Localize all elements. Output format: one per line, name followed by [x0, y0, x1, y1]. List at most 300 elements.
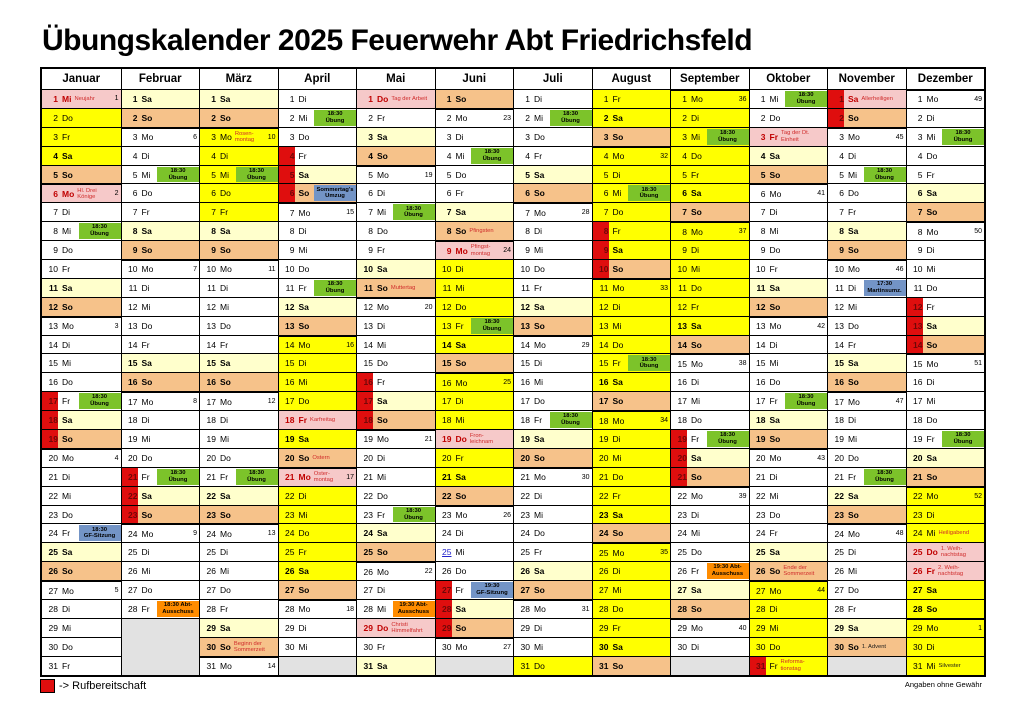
day-cell — [357, 523, 435, 542]
weekday-label: So — [926, 471, 938, 482]
weekday-label: Fr — [62, 263, 71, 274]
day-cell — [200, 165, 278, 184]
weekday-label: Mi — [769, 226, 779, 237]
weekday-label: Fr — [377, 377, 386, 388]
day-number: 12 — [913, 301, 923, 312]
day-cell — [122, 316, 200, 335]
day-number-link[interactable]: 25 — [442, 547, 452, 558]
weekday-label: Sa — [691, 320, 702, 331]
day-number: 5 — [368, 170, 373, 180]
day-cell — [671, 353, 749, 372]
day-number: 21 — [48, 471, 58, 482]
weekday-label: Sa — [141, 358, 152, 369]
day-cell — [122, 429, 200, 448]
day-cell — [436, 353, 514, 372]
weekday-label: So — [455, 490, 467, 501]
day-cell — [122, 448, 200, 467]
weekday-label: Mo — [769, 188, 782, 199]
day-number: 25 — [913, 547, 923, 558]
weekday-label: So — [298, 452, 310, 463]
legend — [40, 679, 146, 693]
weekday-label: Mo — [612, 547, 625, 558]
weekday-label: Mi — [926, 396, 936, 407]
day-number: 15 — [442, 358, 452, 369]
day-cell — [828, 278, 906, 297]
day-cell — [436, 335, 514, 354]
day-number: 4 — [368, 150, 373, 161]
day-number: 2 — [917, 112, 923, 123]
weekday-label: Do — [769, 641, 781, 652]
day-number: 21 — [285, 472, 295, 483]
weekday-label: Sa — [926, 585, 937, 596]
event-badge: 19:30 GF-Sitzung — [471, 582, 513, 598]
day-number: 29 — [756, 622, 766, 633]
day-number: 28 — [442, 603, 452, 614]
day-number: 19 — [520, 433, 530, 444]
day-number: 5 — [917, 169, 923, 180]
weekday-label: Di — [62, 471, 71, 482]
day-cell — [436, 561, 514, 580]
weekday-label: Sa — [220, 226, 231, 237]
day-cell — [828, 467, 906, 486]
day-number: 4 — [839, 150, 844, 161]
day-number: 11 — [364, 282, 373, 293]
day-cell — [907, 278, 985, 297]
day-number: 15 — [913, 358, 923, 369]
day-number: 26 — [520, 566, 530, 577]
weekday-label: So — [455, 93, 467, 104]
weekday-label: Mi — [455, 282, 465, 293]
day-number: 15 — [520, 358, 530, 369]
weekday-label: Mo — [848, 264, 860, 275]
weekday-label: Mi — [691, 528, 700, 539]
weekday-label: Fr — [455, 585, 464, 596]
weekday-label: Di — [62, 339, 71, 350]
day-number: 15 — [599, 358, 609, 369]
day-cell — [907, 259, 985, 278]
day-cell — [122, 202, 200, 221]
weekday-label: Sa — [691, 585, 702, 596]
weekday-label: Do — [769, 112, 781, 123]
weekday-label: So — [769, 169, 781, 180]
weekday-label: Di — [298, 358, 307, 369]
weekday-label: So — [691, 339, 702, 350]
weekday-label: Sa — [377, 131, 388, 142]
day-number: 19 — [834, 433, 844, 444]
weekday-label: Mo — [141, 396, 154, 407]
weekday-label: Fr — [534, 150, 543, 161]
weekday-label: Mi — [455, 415, 465, 426]
day-cell — [671, 297, 749, 316]
weekday-label: Sa — [612, 112, 623, 123]
day-cell — [357, 127, 435, 146]
day-cell — [593, 561, 671, 580]
footer — [40, 679, 982, 693]
day-cell — [357, 221, 435, 240]
weekday-label: Mi — [62, 358, 71, 369]
weekday-label: So — [848, 509, 859, 520]
day-cell — [671, 165, 749, 184]
day-number: 18 — [206, 415, 216, 426]
day-number: 12 — [363, 302, 373, 313]
day-number: 30 — [206, 641, 216, 652]
day-cell — [436, 316, 514, 335]
day-number: 24 — [520, 528, 530, 539]
day-number: 1 — [53, 93, 58, 104]
event-badge: Sommertag's Umzug — [314, 185, 356, 201]
weekday-label: Di — [926, 377, 935, 388]
weekday-label: Di — [62, 207, 71, 218]
week-number: 47 — [895, 398, 904, 406]
month-column-juli — [513, 69, 592, 675]
day-number: 12 — [206, 301, 216, 312]
day-cell — [828, 505, 906, 524]
day-cell — [514, 316, 592, 335]
weekday-label: So — [377, 282, 388, 293]
day-cell — [200, 618, 278, 637]
day-number: 4 — [760, 150, 766, 161]
day-number: 29 — [48, 622, 58, 633]
weekday-label: Fr — [534, 415, 543, 426]
weekday-label: Do — [62, 245, 73, 256]
day-cell — [357, 505, 435, 524]
weekday-label: Do — [141, 188, 153, 199]
uebung-badge: 18:30 Übung — [785, 91, 827, 107]
empty-cell — [122, 637, 200, 656]
day-cell — [593, 202, 671, 221]
day-number: 8 — [917, 226, 923, 237]
day-number: 8 — [368, 226, 373, 237]
weekday-label: Sa — [534, 301, 545, 312]
day-number: 20 — [48, 453, 58, 464]
weekday-label: Di — [141, 282, 150, 293]
weekday-label: So — [220, 509, 231, 520]
weekday-label: Do — [691, 282, 702, 293]
day-number: 20 — [520, 452, 530, 463]
weekday-label: Do — [534, 660, 545, 671]
day-cell — [671, 561, 749, 580]
day-number: 7 — [132, 207, 138, 218]
weekday-label: Di — [691, 377, 700, 388]
weekday-label: Mi — [612, 188, 622, 199]
weekday-label: Sa — [62, 547, 73, 558]
day-cell — [357, 372, 435, 391]
day-cell — [122, 561, 200, 580]
day-cell — [279, 599, 357, 618]
day-cell — [357, 410, 435, 429]
day-number: 16 — [128, 377, 138, 388]
day-number: 19 — [285, 433, 295, 444]
month-header-august: August — [593, 69, 671, 89]
weekday-label: Mi — [534, 112, 543, 123]
weekday-label: Fr — [62, 660, 71, 671]
day-cell — [907, 448, 985, 467]
day-cell — [671, 618, 749, 637]
day-number: 27 — [834, 585, 844, 596]
day-number: 14 — [677, 339, 687, 350]
weekday-label: Mi — [62, 226, 71, 237]
day-number: 26 — [48, 566, 58, 577]
day-cell — [200, 523, 278, 542]
day-cell — [593, 89, 671, 108]
day-cell — [750, 146, 828, 165]
weekday-label: Fr — [612, 358, 621, 369]
day-cell — [357, 429, 435, 448]
weekday-label: Sa — [534, 433, 545, 444]
day-number: 7 — [368, 207, 373, 218]
week-number: 18 — [346, 605, 354, 613]
week-number: 11 — [268, 265, 276, 273]
day-cell — [357, 165, 435, 184]
day-number: 8 — [289, 226, 295, 237]
day-number: 19 — [677, 433, 687, 444]
day-cell — [42, 146, 121, 165]
weekday-label: Di — [691, 509, 700, 520]
weekday-label: Di — [691, 641, 700, 652]
weekday-label: Do — [141, 452, 153, 463]
day-cell — [750, 240, 828, 259]
weekday-label: Mo — [377, 566, 389, 577]
day-cell — [907, 429, 985, 448]
day-number: 21 — [442, 471, 452, 482]
weekday-label: Mi — [848, 169, 857, 180]
day-cell — [671, 108, 749, 127]
day-cell — [436, 542, 514, 561]
weekday-label: Di — [926, 509, 935, 520]
weekday-label: Mo — [220, 132, 232, 143]
week-number: 9 — [193, 530, 197, 538]
day-cell — [593, 467, 671, 486]
day-cell — [200, 353, 278, 372]
holiday-label: Neujahr — [74, 95, 95, 102]
day-cell — [671, 278, 749, 297]
day-number: 19 — [599, 433, 609, 444]
month-column-april — [278, 69, 357, 675]
weekday-label: Fr — [926, 566, 935, 577]
day-number: 28 — [206, 603, 216, 614]
weekday-label: Di — [377, 452, 386, 463]
day-cell — [436, 146, 514, 165]
day-number: 18 — [677, 415, 687, 426]
day-cell — [593, 259, 671, 278]
day-cell — [200, 599, 278, 618]
weekday-label: Fr — [62, 131, 71, 142]
day-cell — [200, 259, 278, 278]
day-number: 31 — [599, 660, 609, 671]
day-cell — [357, 656, 435, 675]
weekday-label: Mo — [848, 396, 860, 407]
day-cell — [828, 221, 906, 240]
day-cell — [593, 448, 671, 467]
week-number: 24 — [503, 247, 511, 255]
week-number: 48 — [895, 530, 904, 538]
week-number: 10 — [267, 133, 276, 141]
day-cell — [279, 410, 357, 429]
day-cell — [122, 146, 200, 165]
weekday-label: So — [769, 301, 781, 312]
day-number: 26 — [834, 566, 844, 577]
day-number: 23 — [599, 509, 609, 520]
day-cell — [593, 146, 671, 165]
day-cell — [671, 505, 749, 524]
weekday-label: So — [377, 547, 388, 558]
day-number: 22 — [677, 491, 687, 502]
day-cell — [436, 202, 514, 221]
day-cell — [122, 467, 200, 486]
day-cell — [436, 429, 514, 448]
day-number: 14 — [363, 339, 373, 350]
day-number: 29 — [599, 622, 609, 633]
day-number: 2 — [603, 112, 609, 123]
day-number: 10 — [599, 263, 609, 274]
weekday-label: Mo — [298, 340, 311, 351]
weekday-label: Mo — [141, 528, 154, 539]
weekday-label: Do — [220, 320, 231, 331]
day-cell — [200, 486, 278, 505]
weekday-label: Fr — [926, 301, 935, 312]
day-number: 20 — [128, 452, 138, 463]
weekday-label: Mi — [141, 169, 151, 180]
weekday-label: Sa — [298, 301, 309, 312]
weekday-label: So — [62, 169, 73, 180]
day-number: 25 — [128, 547, 138, 558]
weekday-label: So — [455, 622, 467, 633]
day-number: 8 — [211, 226, 216, 237]
weekday-label: Sa — [220, 358, 231, 369]
weekday-label: Sa — [377, 396, 388, 407]
weekday-label: Di — [848, 282, 857, 293]
weekday-label: Sa — [455, 207, 466, 218]
weekday-label: Mo — [848, 132, 860, 143]
weekday-label: Mo — [141, 264, 154, 275]
day-cell — [200, 202, 278, 221]
day-cell — [671, 221, 749, 240]
weekday-label: Do — [926, 547, 938, 558]
weekday-label: Mo — [455, 113, 468, 124]
day-number: 4 — [525, 150, 530, 161]
day-cell — [828, 580, 906, 599]
day-cell — [828, 108, 906, 127]
weekday-label: Sa — [612, 509, 623, 520]
day-cell — [671, 580, 749, 599]
day-number: 7 — [839, 207, 844, 218]
day-number: 4 — [53, 150, 58, 161]
day-number: 2 — [368, 112, 373, 123]
day-cell — [200, 297, 278, 316]
day-cell — [750, 335, 828, 354]
day-number: 3 — [132, 132, 138, 143]
weekday-label: Do — [612, 603, 624, 614]
day-cell — [357, 335, 435, 354]
day-number: 3 — [368, 131, 373, 142]
day-number: 7 — [446, 207, 452, 218]
day-number: 19 — [913, 433, 923, 444]
day-number: 15 — [128, 358, 138, 369]
day-number: 27 — [206, 585, 216, 596]
day-number: 14 — [285, 340, 295, 351]
weekday-label: So — [926, 603, 938, 614]
day-number: 11 — [207, 282, 216, 293]
weekday-label: Sa — [141, 226, 152, 237]
day-number: 18 — [913, 415, 923, 426]
day-number: 14 — [913, 339, 923, 350]
day-cell — [671, 410, 749, 429]
empty-cell — [828, 656, 906, 675]
day-cell — [514, 221, 592, 240]
day-cell — [279, 637, 357, 656]
day-cell — [907, 165, 985, 184]
week-number: 15 — [346, 209, 354, 217]
month-column-september — [670, 69, 749, 675]
day-number: 18 — [834, 415, 844, 426]
weekday-label: Mo — [377, 170, 389, 180]
day-number: 3 — [603, 131, 609, 142]
day-cell — [907, 372, 985, 391]
day-cell — [671, 183, 749, 202]
day-cell — [593, 297, 671, 316]
day-cell — [279, 391, 357, 410]
weekday-label: Mi — [691, 263, 700, 274]
day-cell — [907, 561, 985, 580]
day-cell — [200, 561, 278, 580]
weekday-label: Do — [455, 433, 467, 444]
day-number: 24 — [756, 528, 766, 539]
day-cell — [907, 221, 985, 240]
day-cell — [200, 240, 278, 259]
day-number: 29 — [442, 622, 452, 633]
day-number: 21 — [520, 472, 530, 483]
day-cell — [514, 599, 592, 618]
weekday-label: Mi — [534, 641, 543, 652]
day-cell — [671, 486, 749, 505]
weekday-label: Di — [298, 490, 307, 501]
day-cell — [42, 89, 121, 108]
weekday-label: Mi — [848, 433, 857, 444]
day-cell — [436, 127, 514, 146]
day-cell — [436, 599, 514, 618]
day-cell — [200, 89, 278, 108]
weekday-label: Mo — [377, 434, 389, 445]
day-number: 3 — [760, 131, 766, 142]
day-cell — [42, 467, 121, 486]
day-cell — [200, 108, 278, 127]
day-cell — [279, 372, 357, 391]
weekday-label: So — [691, 603, 702, 614]
uebung-badge: 18:30 Übung — [393, 204, 435, 220]
week-number: 34 — [660, 417, 668, 425]
day-number: 21 — [363, 471, 373, 482]
weekday-label: Sa — [298, 433, 309, 444]
day-cell — [671, 448, 749, 467]
weekday-label: So — [612, 396, 624, 407]
weekday-label: Mi — [298, 112, 308, 123]
weekday-label: Sa — [612, 641, 623, 652]
day-cell — [436, 240, 514, 259]
day-number: 28 — [756, 603, 766, 614]
day-cell — [122, 580, 200, 599]
weekday-label: Di — [926, 641, 935, 652]
day-cell — [279, 429, 357, 448]
day-cell — [750, 108, 828, 127]
weekday-label: Fr — [298, 150, 307, 161]
day-number: 10 — [520, 263, 530, 274]
day-number: 14 — [128, 339, 138, 350]
day-number: 2 — [211, 112, 216, 123]
day-cell — [750, 429, 828, 448]
day-cell — [436, 108, 514, 127]
day-cell — [279, 259, 357, 278]
day-number: 12 — [285, 301, 295, 312]
